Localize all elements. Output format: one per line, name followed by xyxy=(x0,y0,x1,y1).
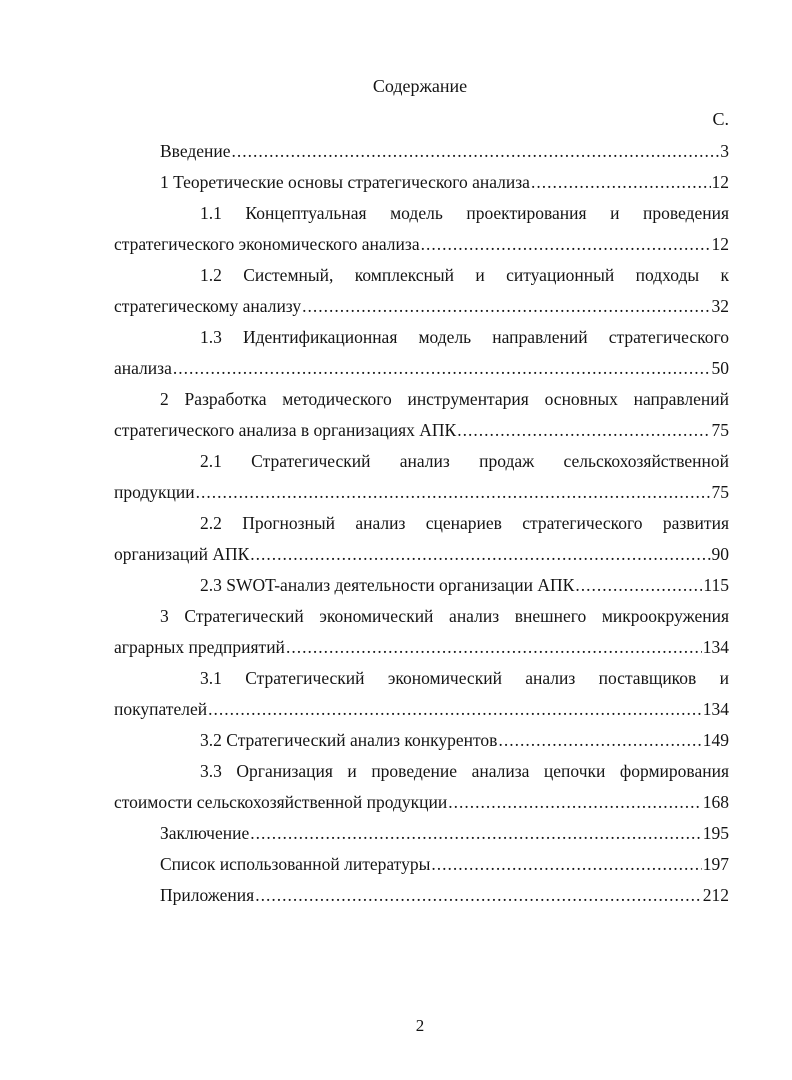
toc-entry-title: Приложения xyxy=(160,885,255,905)
dot-leader xyxy=(431,849,701,880)
toc-entry xyxy=(114,260,729,322)
toc-entry-title: 1.3 Идентификационная модель направлений стратегического xyxy=(200,327,729,347)
dot-leader xyxy=(498,725,701,756)
dot-leader xyxy=(196,477,711,508)
toc-entry-title: Список использованной литературы xyxy=(160,854,431,874)
toc-heading: Содержание xyxy=(372,76,468,96)
dot-leader xyxy=(232,136,720,167)
toc-entry-title: стоимости сельскохозяйственной продукции xyxy=(114,792,448,812)
toc-entry-title: 1 Теоретические основы стратегического анализа xyxy=(160,172,530,192)
dot-leader xyxy=(302,291,710,322)
toc-entry xyxy=(114,167,729,198)
toc-entry xyxy=(114,570,729,601)
toc-page-number: 134 xyxy=(702,699,729,719)
toc-page-number: 50 xyxy=(711,358,729,378)
toc-entry xyxy=(114,849,729,880)
toc-page-number: 32 xyxy=(711,296,729,316)
toc-page-number: 212 xyxy=(702,885,729,905)
toc-page-number: 134 xyxy=(702,637,729,657)
toc-entry-title: 1.1 Концептуальная модель проектирования и проведения xyxy=(200,203,729,223)
toc-entry-title: 2.1 Стратегический анализ продаж сельскохозяйственной xyxy=(200,451,729,471)
toc-entry xyxy=(114,880,729,911)
toc-entry-title: продукции xyxy=(114,482,195,502)
toc-page-number: 197 xyxy=(702,854,729,874)
toc-entry xyxy=(114,663,729,725)
toc-entry-title: 2.2 Прогнозный анализ сценариев стратегического развития xyxy=(200,513,729,533)
toc-entry-title: 2.3 SWOT-анализ деятельности организации АПК xyxy=(200,575,575,595)
page-column-label: С. xyxy=(712,109,729,129)
toc-entry-title: покупателей xyxy=(114,699,208,719)
toc-entry-title: 1.2 Системный, комплексный и ситуационный подходы к xyxy=(200,265,729,285)
toc-entry xyxy=(114,322,729,384)
toc-entry-title: аграрных предприятий xyxy=(114,637,285,657)
toc-entry-title: анализа xyxy=(114,358,172,378)
toc-entry xyxy=(114,198,729,260)
dot-leader xyxy=(250,818,702,849)
toc-entry xyxy=(114,725,729,756)
dot-leader xyxy=(457,415,710,446)
toc-entry-title: стратегического экономического анализа xyxy=(114,234,420,254)
toc-entry xyxy=(114,384,729,446)
toc-entry xyxy=(114,756,729,818)
toc-page-number: 149 xyxy=(702,730,729,750)
toc-entry-title: 3.1 Стратегический экономический анализ поставщиков и xyxy=(200,668,729,688)
toc-page-number: 195 xyxy=(702,823,729,843)
toc-page-number: 90 xyxy=(711,544,729,564)
dot-leader xyxy=(255,880,702,911)
toc-entry-title: Заключение xyxy=(160,823,250,843)
dot-leader xyxy=(531,167,711,198)
toc-page-number: 12 xyxy=(711,234,729,254)
dot-leader xyxy=(421,229,711,260)
toc-entry xyxy=(114,446,729,508)
dot-leader xyxy=(208,694,702,725)
toc-entry-title: 3.2 Стратегический анализ конкурентов xyxy=(200,730,498,750)
toc-entry-title: 2 Разработка методического инструментария основных направлений xyxy=(160,389,729,409)
toc-entry xyxy=(114,508,729,570)
toc-page-number: 168 xyxy=(702,792,729,812)
table-of-contents xyxy=(114,136,729,911)
toc-entry xyxy=(114,818,729,849)
toc-entry xyxy=(114,136,729,167)
dot-leader xyxy=(173,353,711,384)
toc-page-number: 115 xyxy=(703,575,729,595)
dot-leader xyxy=(250,539,710,570)
toc-entry-title: стратегическому анализу xyxy=(114,296,302,316)
toc-entry-title: Введение xyxy=(160,141,231,161)
toc-entry-title: 3 Стратегический экономический анализ внешнего микроокружения xyxy=(160,606,729,626)
toc-page-number: 12 xyxy=(711,172,729,192)
page-number: 2 xyxy=(415,1016,425,1035)
toc-entry-title: 3.3 Организация и проведение анализа цепочки формирования xyxy=(200,761,729,781)
toc-page-number: 75 xyxy=(711,482,729,502)
dot-leader xyxy=(575,570,702,601)
toc-page-number: 3 xyxy=(720,141,729,161)
toc-entry-title: организаций АПК xyxy=(114,544,250,564)
toc-page-number: 75 xyxy=(711,420,729,440)
toc-entry xyxy=(114,601,729,663)
dot-leader xyxy=(286,632,702,663)
toc-entry-title: стратегического анализа в организациях АПК xyxy=(114,420,457,440)
dot-leader xyxy=(448,787,702,818)
